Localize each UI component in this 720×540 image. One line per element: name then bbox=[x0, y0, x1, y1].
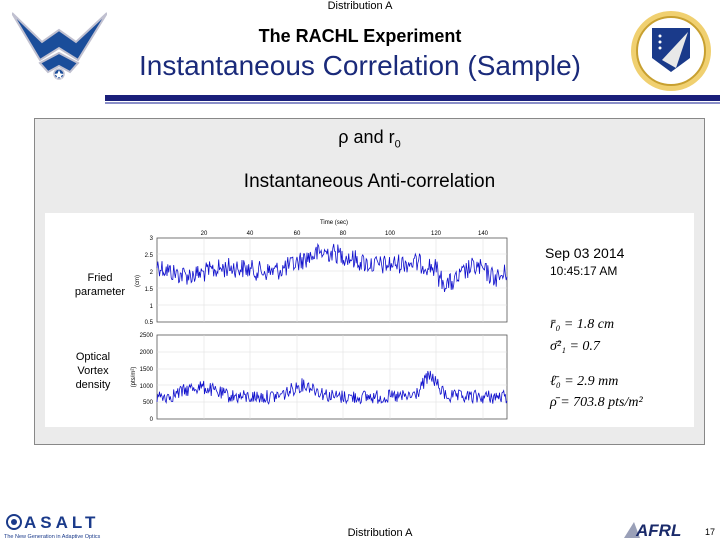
time-text: 10:45:17 AM bbox=[550, 264, 618, 278]
top-ytick: 1.5 bbox=[144, 287, 153, 293]
top-xtick: 80 bbox=[339, 231, 347, 237]
afrl-seal-icon bbox=[630, 10, 712, 92]
top-ytick: 3 bbox=[149, 236, 153, 242]
page-number: 17 bbox=[705, 527, 716, 537]
slide-title: Instantaneous Correlation (Sample) bbox=[138, 50, 581, 81]
distribution-label-top: Distribution A bbox=[327, 0, 393, 12]
top-xtick: 140 bbox=[477, 231, 489, 237]
top-xtick: 100 bbox=[384, 231, 396, 237]
time-series-plots bbox=[45, 213, 694, 427]
content-panel bbox=[34, 118, 705, 445]
rho-and-r: and r bbox=[348, 127, 395, 147]
top-xtick: 20 bbox=[200, 231, 208, 237]
distribution-label-bottom: Distribution A bbox=[347, 527, 413, 539]
r0-mean-equation: r̄₀ = 1.8 cm bbox=[550, 317, 615, 332]
top-xtick-labels bbox=[201, 231, 489, 237]
afrl-wordmark: AFRL bbox=[636, 521, 682, 540]
asalt-wordmark: ASALT bbox=[24, 513, 100, 532]
air-force-logo-icon bbox=[12, 8, 107, 90]
bottom-ytick: 0 bbox=[149, 417, 153, 423]
bottom-ytick-labels bbox=[140, 333, 154, 423]
rho-r0-heading bbox=[35, 127, 704, 151]
bottom-ylabel: (pts/m²) bbox=[131, 366, 137, 388]
header-rule bbox=[105, 95, 720, 101]
top-ytick: 0.5 bbox=[144, 320, 153, 326]
top-ytick-labels bbox=[145, 236, 154, 326]
bottom-ytick: 2000 bbox=[139, 350, 153, 356]
top-xtick: 120 bbox=[430, 231, 442, 237]
top-ytick: 2.5 bbox=[144, 253, 153, 259]
header-rule-thin bbox=[105, 102, 720, 104]
top-ytick: 1 bbox=[149, 304, 153, 310]
bottom-ytick: 1500 bbox=[139, 367, 153, 373]
l0-mean-equation: ℓ̄₀ = 2.9 mm bbox=[550, 374, 619, 389]
anti-correlation-heading: Instantaneous Anti-correlation bbox=[243, 171, 496, 192]
bottom-ytick: 1000 bbox=[139, 384, 153, 390]
asalt-tagline: The New Generation in Adaptive Optics bbox=[4, 534, 101, 540]
correlation-figure bbox=[45, 213, 694, 427]
bottom-ytick: 2500 bbox=[139, 333, 153, 339]
afrl-logo-icon bbox=[624, 518, 694, 540]
bottom-plot-frame bbox=[157, 335, 507, 419]
top-ylabel: (cm) bbox=[135, 275, 141, 287]
fried-parameter-label: Fried parameter bbox=[74, 272, 126, 298]
rho-symbol: ρ bbox=[338, 127, 349, 147]
vortex-density-label: Optical Vortex density bbox=[75, 351, 111, 391]
top-xlabel: Time (sec) bbox=[319, 220, 349, 226]
slide-subtitle: The RACHL Experiment bbox=[258, 26, 462, 46]
r0-subscript: 0 bbox=[394, 138, 401, 151]
sigma-equation: σ̄²₁ = 0.7 bbox=[550, 339, 600, 354]
top-xtick: 40 bbox=[246, 231, 254, 237]
rho-mean-equation: ρ̄ = 703.8 pts/m² bbox=[550, 395, 643, 410]
date-text: Sep 03 2014 bbox=[545, 245, 625, 261]
top-xtick: 60 bbox=[293, 231, 301, 237]
bottom-ytick: 500 bbox=[142, 400, 153, 406]
top-ytick: 2 bbox=[149, 270, 153, 276]
